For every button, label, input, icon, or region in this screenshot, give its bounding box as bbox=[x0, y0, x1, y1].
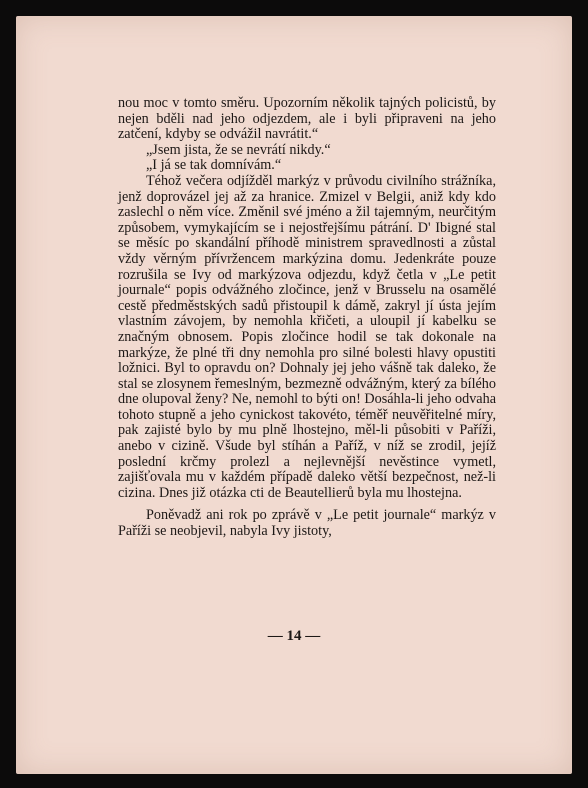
body-text bbox=[118, 96, 496, 540]
paragraph-1: nou moc v tomto směru. Upozorním několik tajných policistů, by nejen bděli nad jeho odjezdem, ale i byli připraveni na jeho zatčení, kdyby se odvážil navrátit.“ bbox=[118, 95, 496, 143]
paragraph-5: Poněvadž ani rok po zprávě v „Le petit journale“ markýz v Paříži se neobjevil, nabyla Ivy jistoty, bbox=[118, 507, 496, 540]
paragraph-4: Téhož večera odjížděl markýz v průvodu civilního strážníka, jenž doprovázel jej až za hranice. Zmizel v Belgii, aniž kdy kdo zaslechl o něm více. Změnil své jméno a žil tajemným, neurčitým způsobem, vymykajícím se i nejostřejšímu pátrání. D' Ibigné stal se měsíc po skandální příhodě ministrem spravedlnosti a zůstal vždy věrným přívržencem markýzina domu. Jedenkráte pouze rozrušila se Ivy od markýzova odjezdu, když četla v „Le petit journale“ popis odvážného zločince, jenž v Brusselu na osamělé cestě předměstských sadů přistoupil k dámě, zakryl jí ústa jejím vlastním závojem, by nemohla křičeti, a uloupil jí kabelku se značným obnosem. Popis zločince hodil se tak dokonale na markýze, že plné tři dny nemohla pro silné bolesti hlavy opustiti ložnici. Byl to opravdu on? Dohnaly jej jeho vášně tak daleko, že stal se zlosynem řemeslným, bezmezně odvážným, který za bílého dne olupoval ženy? Ne, nemohl to býti on! Dosáhla-li jeho odvaha tohoto stupně a jeho cynickost takovéto, téměř neuvěřitelné míry, pak zajisté bylo by mu plně lhostejno, měl-li působiti v Paříži, anebo v cizině. Všude byl stíhán a Paříž, v níž se zrodil, jejíž poslední krčmy prolezl a nejlevnější nevěstince vymetl, zajišťovala mu v každém případě daleko větší bezpečnost, než-li cizina. Dnes již otázka cti de Beautellierů byla mu lhostejna. bbox=[118, 172, 496, 501]
paragraph-2: „Jsem jista, že se nevrátí nikdy.“ bbox=[146, 141, 331, 158]
page-number: — 14 — bbox=[267, 628, 321, 644]
paragraph-3: „I já se tak domnívám.“ bbox=[146, 157, 282, 174]
